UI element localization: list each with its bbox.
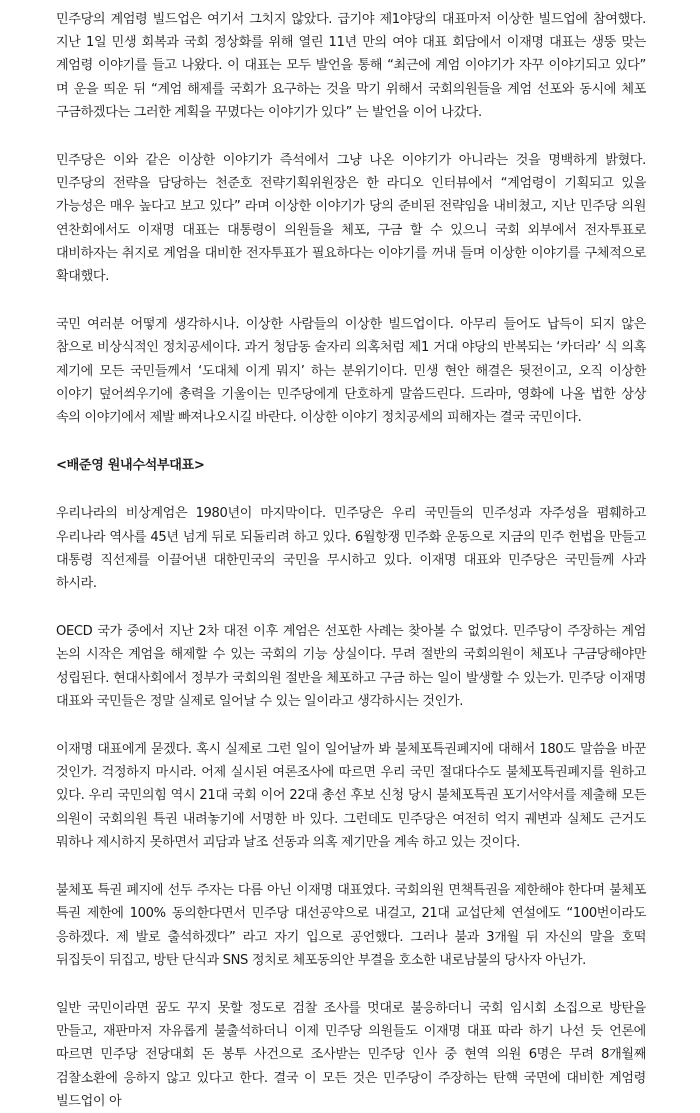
paragraph-question-to-lee: 이재명 대표에게 묻겠다. 혹시 실제로 그런 일이 일어날까 봐 불체포특권폐지에 대해서 180도 말씀을 바꾼 것인가. 걱정하지 마시라. 어제 실시된 여론조사에 따르면 우리 국민 절대다수도 불체포특권폐지를 원하고 있다. 우리 국민의힘 역시 21대 국회 이어 22대 총선 후보 신청 당시 불체포특권 포기서약서를 제출해 모든 의원이 국회의원 특권 내려놓기에 서명한 바 있다. 그런데도 민주당은 여전히 억지 궤변과 실체도 근거도 뭐하나 제시하지 못하면서 괴담과 날조 선동과 의혹 제기만을 계속 하고 있는 것이다. (56, 742, 646, 850)
paragraph-buildup-intro: 민주당의 계엄령 빌드업은 여기서 그치지 않았다. 급기야 제1야당의 대표마저 이상한 빌드업에 참여했다. 지난 1일 민생 회복과 국회 정상화를 위해 열린 11년 만의 여야 대표 회담에서 이재명 대표는 생뚱 맞는 계엄령 이야기를 들고 나왔다. 이 대표는 모두 발언을 통해 “최근에 계엄 이야기가 자꾸 이야기되고 있다” 며 운을 띄운 뒤 “계엄 해제를 국회가 요구하는 것을 막기 위해서 국회의원들을 계엄 선포와 동시에 체포 구금하겠다는 그러한 계획을 꾸몄다는 이야기가 있다” 는 발언을 이어 나갔다. (56, 12, 646, 120)
paragraph-immunity-privilege: 불체포 특권 폐지에 선두 주자는 다름 아닌 이재명 대표였다. 국회의원 면책특권을 제한해야 한다며 불체포 특권 제한에 100% 동의한다면서 민주당 대선공약으로 내걸고, 21대 교섭단체 연설에도 “100번이라도 응하겠다. 제 발로 출석하겠다” 라고 자기 입으로 공언했다. 그러나 불과 3개월 뒤 자신의 말을 호떡 뒤집듯이 뒤집고, 방탄 단식과 SNS 정치로 체포동의안 부결을 호소한 내로남불의 당사자 아닌가. (56, 883, 646, 968)
speaker-heading: <배준영 원내수석부대표> (56, 458, 205, 474)
paragraph-trailing: 일반 국민이라면 꿈도 꾸지 못할 정도로 검찰 조사를 멋대로 불응하더니 국회 임시회 소집으로 방탄을 만들고, 재판마저 자유롭게 불출석하더니 이제 민주당 의원들도 이재명 대표 따라 하기 나선 듯 언론에 따르면 민주당 전당대회 돈 봉투 사건으로 조사받는 민주당 인사 중 현역 의원 6명은 무려 8개월째 검찰소환에 응하지 않고 있다고 한다. 결국 이 모든 것은 민주당이 주장하는 탄핵 국면에 대비한 계엄령 빌드업이 아 (56, 1000, 646, 1109)
paragraph-strategy: 민주당은 이와 같은 이상한 이야기가 즉석에서 그냥 나온 이야기가 아니라는 것을 명백하게 밝혔다. 민주당의 전략을 담당하는 천준호 전략기획위원장은 한 라디오 인터뷰에서 “계엄령이 기획되고 있을 가능성은 매우 높다고 보고 있다” 라며 이상한 이야기가 당의 준비된 전략임을 내비쳤고, 지난 민주당 의원 연찬회에서도 이재명 대표는 대통령이 의원들을 체포, 구금 할 수 있으니 국회 외부에서 전자투표로 대비하자는 취지로 계엄을 대비한 전자투표가 필요하다는 이야기를 꺼내 들며 이상한 이야기를 구체적으로 확대했다. (56, 153, 646, 285)
paragraph-question-to-public: 국민 여러분 어떻게 생각하시나. 이상한 사람들의 이상한 빌드업이다. 아무리 들어도 납득이 되지 않은 참으로 비상식적인 정치공세이다. 과거 청담동 술자리 의혹처럼 제1 거대 야당의 반복되는 ‘카더라’ 식 의혹 제기에 모든 국민들께서 ‘도대체 이게 뭐지’ 하는 분위기이다. 민생 현안 해결은 뒷전이고, 오직 이상한 이야기 덮어씌우기에 총력을 기울이는 민주당에게 단호하게 말씀드린다. 드라마, 영화에 나올 법한 상상 속의 이야기에서 제발 빠져나오시길 바란다. 이상한 이야기 정치공세의 피해자는 결국 국민이다. (56, 317, 646, 426)
document-page (56, 8, 646, 1113)
paragraph-oecd: OECD 국가 중에서 지난 2차 대전 이후 계엄은 선포한 사례는 찾아볼 수 없었다. 민주당이 주장하는 계엄 논의 시작은 계엄을 해제할 수 있는 국회의 기능 상실이다. 무려 절반의 국회의원이 체포나 구금당해야만 성립된다. 현대사회에서 정부가 국회의원 절반을 체포하고 구금 하는 일이 발생할 수 있는가. 민주당 이재명 대표와 국민들은 정말 실제로 일어날 수 있는 일이라고 생각하시는 것인가. (56, 624, 646, 709)
paragraph-martial-law-history: 우리나라의 비상계엄은 1980년이 마지막이다. 민주당은 우리 국민들의 민주성과 자주성을 폄훼하고 우리나라 역사를 45년 넘게 뒤로 되돌리려 하고 있다. 6월항쟁 민주화 운동으로 지금의 민주 헌법을 만들고 대통령 직선제를 이끌어낸 대한민국의 국민을 무시하고 있다. 이재명 대표와 민주당은 국민들께 사과 하시라. (56, 506, 646, 592)
